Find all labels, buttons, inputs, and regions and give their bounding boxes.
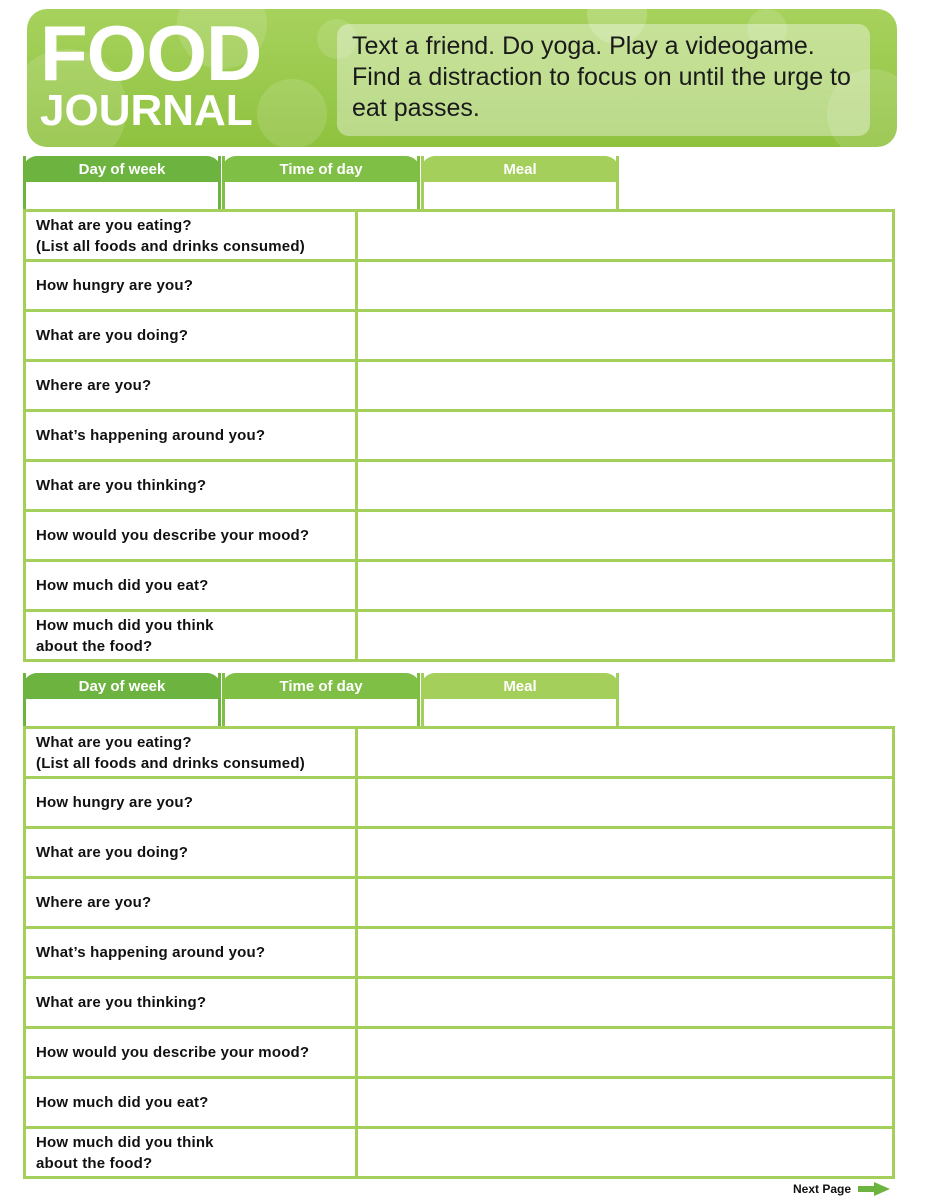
answer-field[interactable] <box>358 312 892 359</box>
meal-field[interactable] <box>424 182 616 206</box>
tab-label: Meal <box>421 673 619 699</box>
table-row <box>26 412 892 462</box>
table-row <box>26 1029 892 1079</box>
question-label: What are you thinking? <box>26 979 358 1026</box>
answer-field[interactable] <box>358 829 892 876</box>
tab-label: Time of day <box>222 156 420 182</box>
answer-field[interactable] <box>358 1129 892 1176</box>
arrow-right-icon <box>858 1182 890 1196</box>
meal-field[interactable] <box>424 699 616 723</box>
answer-field[interactable] <box>358 779 892 826</box>
question-label: How much did you think about the food? <box>26 612 358 659</box>
table-row <box>26 262 892 312</box>
answer-field[interactable] <box>358 879 892 926</box>
table-row <box>26 979 892 1029</box>
tab-time-of-day <box>222 673 420 726</box>
answer-field[interactable] <box>358 612 892 659</box>
answer-field[interactable] <box>358 512 892 559</box>
question-label: What are you doing? <box>26 829 358 876</box>
table-row <box>26 312 892 362</box>
entry-tabs <box>23 156 895 211</box>
day-of-week-field[interactable] <box>26 699 218 723</box>
question-label: Where are you? <box>26 879 358 926</box>
tab-time-of-day <box>222 156 420 209</box>
answer-field[interactable] <box>358 212 892 259</box>
next-page-link[interactable] <box>793 1182 890 1196</box>
journal-entry-2 <box>23 673 895 1179</box>
answer-field[interactable] <box>358 562 892 609</box>
question-label: How much did you eat? <box>26 1079 358 1126</box>
table-row <box>26 612 892 662</box>
question-table <box>23 209 895 662</box>
question-label: Where are you? <box>26 362 358 409</box>
answer-field[interactable] <box>358 412 892 459</box>
title-journal: JOURNAL <box>40 86 253 135</box>
question-label: What are you eating? (List all foods and drinks consumed) <box>26 212 358 259</box>
table-row <box>26 362 892 412</box>
time-of-day-field[interactable] <box>225 182 417 206</box>
table-row <box>26 1129 892 1179</box>
tab-day-of-week <box>23 156 221 209</box>
table-row <box>26 212 892 262</box>
answer-field[interactable] <box>358 362 892 409</box>
table-row <box>26 829 892 879</box>
journal-entry-1 <box>23 156 895 662</box>
answer-field[interactable] <box>358 979 892 1026</box>
entry-tabs <box>23 673 895 728</box>
tab-meal <box>421 156 619 209</box>
question-label: What’s happening around you? <box>26 929 358 976</box>
question-label: What are you eating? (List all foods and drinks consumed) <box>26 729 358 776</box>
table-row <box>26 562 892 612</box>
question-label: How would you describe your mood? <box>26 512 358 559</box>
answer-field[interactable] <box>358 1079 892 1126</box>
table-row <box>26 1079 892 1129</box>
title-food: FOOD <box>40 9 262 97</box>
question-label: How would you describe your mood? <box>26 1029 358 1076</box>
table-row <box>26 879 892 929</box>
tab-label: Day of week <box>23 673 221 699</box>
tab-meal <box>421 673 619 726</box>
question-label: What’s happening around you? <box>26 412 358 459</box>
answer-field[interactable] <box>358 462 892 509</box>
question-label: How much did you eat? <box>26 562 358 609</box>
tip-text: Text a friend. Do yoga. Play a videogame. Find a distraction to focus on until the urge to eat passes. <box>352 32 851 122</box>
tab-day-of-week <box>23 673 221 726</box>
answer-field[interactable] <box>358 262 892 309</box>
next-page-label: Next Page <box>793 1182 852 1196</box>
answer-field[interactable] <box>358 1029 892 1076</box>
question-table <box>23 726 895 1179</box>
table-row <box>26 462 892 512</box>
answer-field[interactable] <box>358 729 892 776</box>
question-label: What are you doing? <box>26 312 358 359</box>
table-row <box>26 729 892 779</box>
table-row <box>26 929 892 979</box>
question-label: What are you thinking? <box>26 462 358 509</box>
table-row <box>26 779 892 829</box>
tab-label: Time of day <box>222 673 420 699</box>
time-of-day-field[interactable] <box>225 699 417 723</box>
question-label: How much did you think about the food? <box>26 1129 358 1176</box>
answer-field[interactable] <box>358 929 892 976</box>
day-of-week-field[interactable] <box>26 182 218 206</box>
question-label: How hungry are you? <box>26 779 358 826</box>
decorative-bubble <box>257 79 327 147</box>
tab-label: Meal <box>421 156 619 182</box>
table-row <box>26 512 892 562</box>
question-label: How hungry are you? <box>26 262 358 309</box>
tab-label: Day of week <box>23 156 221 182</box>
